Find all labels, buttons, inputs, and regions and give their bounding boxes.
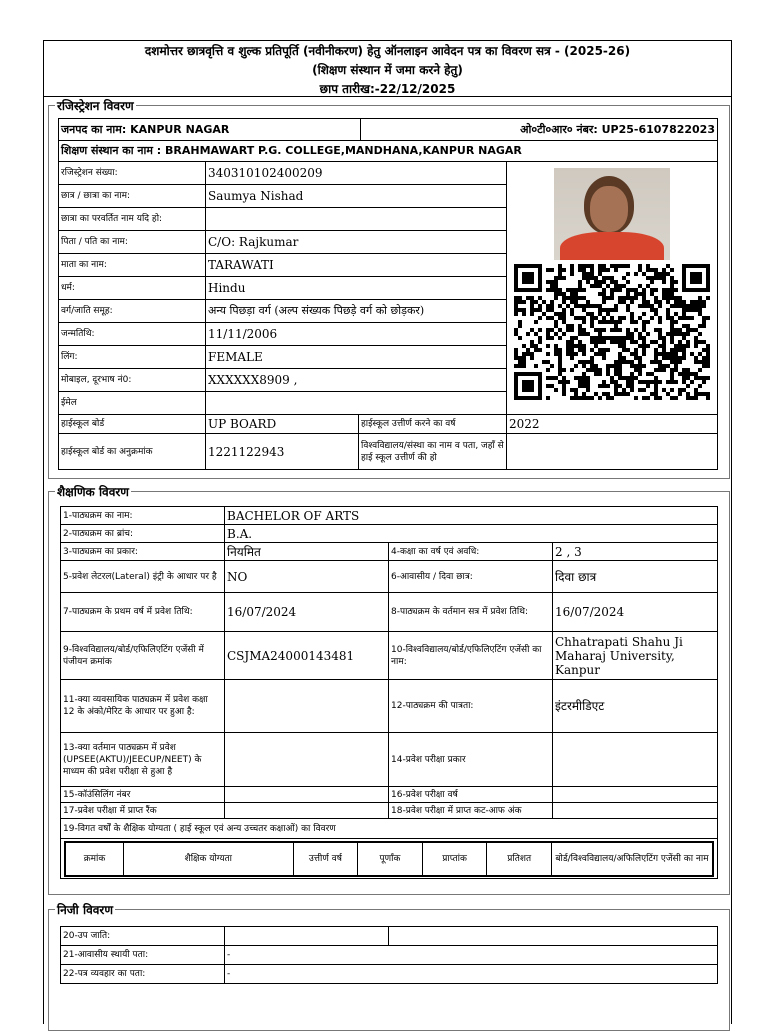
subcaste-label: 20-उप जाति: [61, 927, 225, 946]
field-label: ईमेल [59, 392, 206, 415]
class-year: 2 , 3 [553, 543, 718, 561]
academic-table [60, 506, 718, 879]
hs-year-value: 2022 [507, 415, 718, 434]
hs-board-value: UP BOARD [206, 415, 359, 434]
q13-label: 13-क्या वर्तमान पाठ्यक्रम में प्रवेश (UPSEE(AKTU)/JEECUP/NEET) के माध्यम की प्रवेश परीक्षा से हुआ है [61, 733, 225, 787]
hs-univ-value [507, 434, 718, 470]
field-label: पिता / पति का नाम: [59, 231, 206, 254]
gender: FEMALE [206, 346, 507, 369]
print-date: छाप तारीख:-22/12/2025 [319, 82, 456, 96]
col-percentage: प्रतिशत [487, 842, 552, 876]
hs-year-label: हाईस्कूल उत्तीर्ण करने का वर्ष [359, 415, 507, 434]
alt-name [206, 208, 507, 231]
q15-value [225, 787, 389, 803]
first-admission-label: 7-पाठ्यक्रम के प्रथम वर्ष में प्रवेश तिथि: [61, 593, 225, 632]
q17-value [225, 803, 389, 819]
current-admission-label: 8-पाठ्यक्रम के वर्तमान सत्र में प्रवेश तिथि: [389, 593, 553, 632]
field-label: छात्र / छात्रा का नाम: [59, 185, 206, 208]
field-label: वर्ग/जाति समूह: [59, 300, 206, 323]
lateral-entry-label: 5-प्रवेश लेटरल(Lateral) इंट्री के आधार पर है [61, 561, 225, 593]
permanent-address-label: 21-आवासीय स्थायी पता: [61, 946, 225, 965]
q11-value [225, 680, 389, 733]
hostel-label: 6-आवासीय / दिवा छात्र: [389, 561, 553, 593]
hs-board-label: हाईस्कूल बोर्ड [59, 415, 206, 434]
field-label: धर्म: [59, 277, 206, 300]
q13-value [225, 733, 389, 787]
field-label: रजिस्ट्रेशन संख्या: [59, 162, 206, 185]
hs-roll-value: 1221122943 [206, 434, 359, 470]
qr-code [514, 264, 710, 402]
course-type-label: 3-पाठ्यक्रम का प्रकार: [61, 543, 225, 561]
university-reg-number: CSJMA24000143481 [225, 632, 389, 680]
personal-table [60, 926, 718, 984]
university-name-label: 10-विश्वविद्यालय/बोर्ड/एफिलिएटिंग एजेंसी का नाम: [389, 632, 553, 680]
course-name: BACHELOR OF ARTS [225, 507, 718, 525]
photo-qr-cell [507, 162, 718, 415]
col-serial: क्रमांक [65, 842, 124, 876]
q18-value [553, 803, 718, 819]
category: अन्य पिछड़ा वर्ग (अल्प संख्यक पिछड़े वर्ग को छोड़कर) [206, 300, 507, 323]
field-label: छात्रा का परवर्तित नाम यदि हो: [59, 208, 206, 231]
q18-label: 18-प्रवेश परीक्षा में प्राप्त कट-आफ अंक [389, 803, 553, 819]
correspondence-address-label: 22-पत्र व्यवहार का पता: [61, 965, 225, 984]
field-label: मोबाइल, दूरभाष नं0: [59, 369, 206, 392]
class-year-label: 4-कक्षा का वर्ष एवं अवधि: [389, 543, 553, 561]
form-header [44, 41, 731, 97]
field-label: लिंग: [59, 346, 206, 369]
father-name: C/O: Rajkumar [206, 231, 507, 254]
course-name-label: 1-पाठ्यक्रम का नाम: [61, 507, 225, 525]
q16-label: 16-प्रवेश परीक्षा वर्ष [389, 787, 553, 803]
q16-value [553, 787, 718, 803]
university-name: Chhatrapati Shahu Ji Maharaj University, Kanpur [553, 632, 718, 680]
eligibility-label: 12-पाठ्यक्रम की पात्रता: [389, 680, 553, 733]
col-pass-year: उत्तीर्ण वर्ष [293, 842, 358, 876]
student-name: Saumya Nishad [206, 185, 507, 208]
form-title: दशमोत्तर छात्रवृत्ति व शुल्क प्रतिपूर्ति (नवीनीकरण) हेतु ऑनलाइन आवेदन पत्र का विवरण सत्र - (2025-26) [144, 44, 631, 58]
registration-number: 340310102400209 [206, 162, 507, 185]
qualification-table [64, 841, 714, 877]
row-hs-roll [59, 434, 718, 470]
q15-label: 15-कॉउंसिलिंग नंबर [61, 787, 225, 803]
correspondence-address: - [225, 965, 718, 984]
col-qualification: शैक्षिक योग्यता [124, 842, 294, 876]
subcaste-value [225, 927, 389, 946]
mobile-number: XXXXXX8909 , [206, 369, 507, 392]
religion: Hindu [206, 277, 507, 300]
q17-label: 17-प्रवेश परीक्षा में प्राप्त रैंक [61, 803, 225, 819]
q14-label: 14-प्रवेश परीक्षा प्रकार [389, 733, 553, 787]
registration-top-table [58, 118, 718, 162]
row-reg-no [59, 162, 718, 185]
subcaste-extra [389, 927, 718, 946]
q19-label: 19-विगत वर्षों के शैक्षिक योग्यता ( हाई स्कूल एवं अन्य उच्चतर कक्षाओं) का विवरण [61, 819, 718, 839]
district-name: जनपद का नाम: KANPUR NAGAR [59, 119, 361, 141]
date-of-birth: 11/11/2006 [206, 323, 507, 346]
email [206, 392, 507, 415]
mother-name: TARAWATI [206, 254, 507, 277]
hostel: दिवा छात्र [553, 561, 718, 593]
permanent-address: - [225, 946, 718, 965]
field-label: जन्मतिथि: [59, 323, 206, 346]
hs-univ-label: विश्वविद्यालय/संस्था का नाम व पता, जहाँ से हाई स्कूल उत्तीर्ण की हो [359, 434, 507, 470]
university-reg-label: 9-विश्वविद्यालय/बोर्ड/एफिलिएटिंग एजेंसी में पंजीयन क्रमांक [61, 632, 225, 680]
branch: B.A. [225, 525, 718, 543]
academic-legend: शैक्षणिक विवरण [57, 485, 129, 499]
q19-container [61, 839, 718, 879]
col-obtained-marks: प्राप्तांक [422, 842, 487, 876]
registration-details-table [58, 161, 718, 470]
hs-roll-label: हाईस्कूल बोर्ड का अनुक्रमांक [59, 434, 206, 470]
row-hs-board [59, 415, 718, 434]
form-subtitle: (शिक्षण संस्थान में जमा करने हेतु) [312, 63, 463, 77]
branch-label: 2-पाठ्यक्रम का ब्रांच: [61, 525, 225, 543]
eligibility: इंटरमीडिएट [553, 680, 718, 733]
course-type: नियमित [225, 543, 389, 561]
first-admission-date: 16/07/2024 [225, 593, 389, 632]
registration-legend: रजिस्ट्रेशन विवरण [57, 99, 134, 113]
otr-number: ओ०टी०आर० नंबर: UP25-6107822023 [361, 119, 718, 141]
field-label: माता का नाम: [59, 254, 206, 277]
student-photo [554, 168, 670, 260]
col-max-marks: पूर्णांक [358, 842, 423, 876]
current-admission-date: 16/07/2024 [553, 593, 718, 632]
q14-value [553, 733, 718, 787]
personal-legend: निजी विवरण [57, 903, 113, 917]
institute-name: शिक्षण संस्थान का नाम : BRAHMAWART P.G. COLLEGE,MANDHANA,KANPUR NAGAR [59, 141, 718, 162]
col-board-name: बोर्ड/विश्वविद्यालय/अफिलिएटिंग एजेंसी का नाम [551, 842, 713, 876]
q11-label: 11-क्या व्यवसायिक पाठ्यक्रम में प्रवेश कक्षा 12 के अंको/मेरिट के आधार पर हुआ है: [61, 680, 225, 733]
lateral-entry: NO [225, 561, 389, 593]
